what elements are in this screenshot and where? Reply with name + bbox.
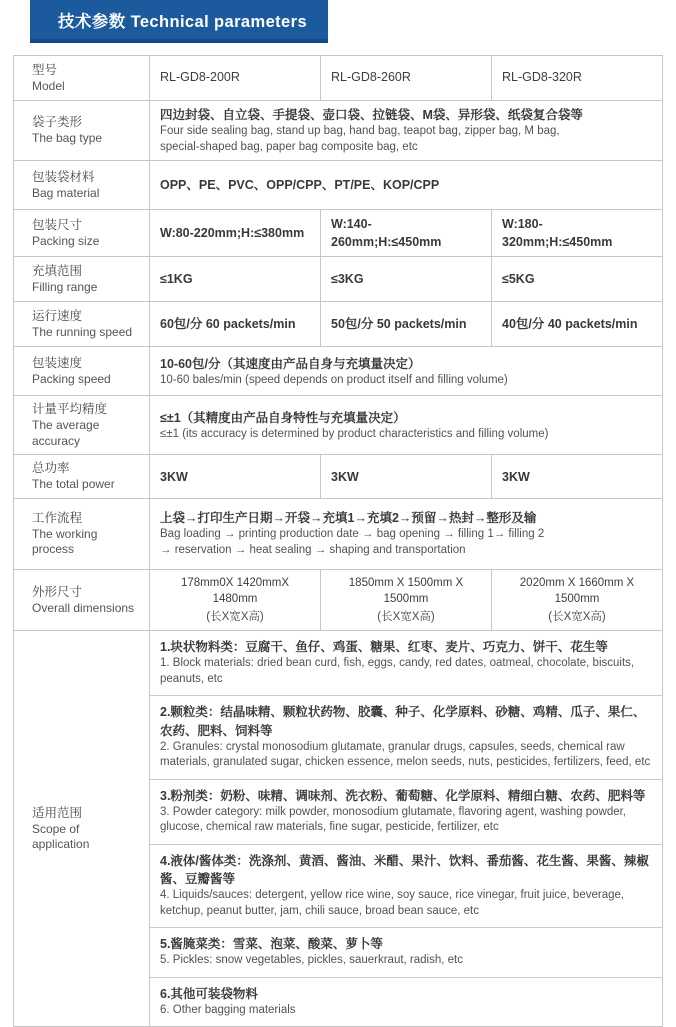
value-cell-total-power-3 bbox=[491, 455, 662, 497]
filling-range-value: ≤1KG bbox=[160, 272, 193, 287]
label-en: Packing size bbox=[32, 233, 100, 248]
model-value: RL-GD8-260R bbox=[331, 70, 411, 85]
scope-item-granules bbox=[150, 696, 662, 779]
table-row-packing-speed bbox=[14, 347, 662, 396]
scope-item-other bbox=[150, 978, 662, 1027]
dimensions-unit-note: (长X宽X高) bbox=[548, 611, 606, 624]
dimensions-unit-note: (长X宽X高) bbox=[377, 611, 435, 624]
value-cell-packing-size-1 bbox=[149, 210, 320, 256]
value-cell-packing-size-3 bbox=[491, 210, 662, 256]
row-label-packing-speed bbox=[14, 347, 149, 395]
scope-item-pickles bbox=[150, 928, 662, 978]
label-en: Scope of application bbox=[32, 821, 90, 852]
table-row-packing-size bbox=[14, 210, 662, 257]
value-cell-dimensions-3 bbox=[491, 570, 662, 630]
table-row-bag-type bbox=[14, 101, 662, 161]
label-en: Overall dimensions bbox=[32, 600, 135, 615]
value-cell-total-power-2 bbox=[320, 455, 491, 497]
label-zh: 外形尺寸 bbox=[32, 584, 83, 599]
total-power-value: 3KW bbox=[502, 469, 530, 484]
scope-item-en: 6. Other bagging materials bbox=[160, 1003, 296, 1016]
label-zh: 运行速度 bbox=[32, 309, 83, 324]
value-en: special-shaped bag, paper bag composite bag, etc bbox=[160, 140, 418, 153]
table-row-working-process bbox=[14, 499, 662, 570]
value-cell-working-process bbox=[149, 499, 662, 569]
value-en: ≤±1 (its accuracy is determined by product characteristics and filling volume) bbox=[160, 427, 549, 440]
label-en: The working process bbox=[32, 526, 98, 557]
table-row-model bbox=[14, 56, 662, 101]
row-label-running-speed bbox=[14, 302, 149, 346]
table-row-bag-material bbox=[14, 161, 662, 210]
section-title-banner bbox=[30, 0, 328, 43]
value-cell-packing-size-2 bbox=[320, 210, 491, 256]
value-cell-running-speed-2 bbox=[320, 302, 491, 346]
value-cell-dimensions-2 bbox=[320, 570, 491, 630]
value-en: → reservation → heat sealing → shaping and transportation bbox=[160, 544, 466, 556]
label-en: The total power bbox=[32, 477, 115, 492]
value-en: Bag loading → printing production date → bag opening → filling 1→ filling 2 bbox=[160, 528, 545, 541]
row-label-bag-material bbox=[14, 161, 149, 209]
label-en: Packing speed bbox=[32, 372, 111, 387]
row-label-overall-dimensions bbox=[14, 570, 149, 630]
dimensions-value: 178mm0X 1420mmX 1480mm bbox=[180, 576, 290, 606]
value-zh: 上袋→打印生产日期→开袋→充填1→充填2→预留→热封→整形及输 bbox=[160, 511, 537, 526]
scope-item-en: 5. Pickles: snow vegetables, pickles, sauerkraut, radish, etc bbox=[160, 954, 463, 967]
label-en: The bag type bbox=[32, 131, 103, 146]
value: OPP、PE、PVC、OPP/CPP、PT/PE、KOP/CPP bbox=[160, 178, 440, 193]
table-row-total-power bbox=[14, 455, 662, 498]
total-power-value: 3KW bbox=[160, 469, 188, 484]
label-zh: 计量平均精度 bbox=[32, 402, 108, 417]
filling-range-value: ≤5KG bbox=[502, 272, 535, 287]
label-zh: 充填范围 bbox=[32, 264, 83, 279]
filling-range-value: ≤3KG bbox=[331, 272, 364, 287]
value-cell-model-1 bbox=[149, 56, 320, 100]
label-en: Filling range bbox=[32, 280, 98, 295]
label-zh: 总功率 bbox=[32, 461, 70, 476]
total-power-value: 3KW bbox=[331, 469, 359, 484]
value-cell-running-speed-1 bbox=[149, 302, 320, 346]
packing-size-value: W:80-220mm;H:≤380mm bbox=[160, 226, 305, 241]
scope-item-zh: 4.液体/酱体类：洗涤剂、黄酒、酱油、米醋、果汁、饮料、番茄酱、花生酱、果酱、辣椒酱、豆瓣酱等 bbox=[160, 853, 649, 886]
scope-item-liquids-sauces bbox=[150, 845, 662, 928]
label-en: The average accuracy bbox=[32, 418, 100, 448]
packing-size-value: W:180-320mm;H:≤450mm bbox=[502, 217, 613, 250]
table-row-average-accuracy bbox=[14, 396, 662, 455]
label-en: The running speed bbox=[32, 325, 133, 340]
scope-item-zh: 5.酱腌菜类：雪菜、泡菜、酸菜、萝卜等 bbox=[160, 937, 383, 952]
row-label-total-power bbox=[14, 455, 149, 497]
value-en: 10-60 bales/min (speed depends on product itself and filling volume) bbox=[160, 373, 508, 386]
value-cell-model-3 bbox=[491, 56, 662, 100]
value-cell-running-speed-3 bbox=[491, 302, 662, 346]
value-zh: ≤±1（其精度由产品自身特性与充填量决定） bbox=[160, 410, 406, 425]
value-cell-model-2 bbox=[320, 56, 491, 100]
label-zh: 型号 bbox=[32, 62, 58, 77]
scope-item-powder bbox=[150, 780, 662, 845]
scope-items-list bbox=[149, 631, 662, 1026]
table-row-overall-dimensions bbox=[14, 570, 662, 631]
row-label-average-accuracy bbox=[14, 396, 149, 454]
value-cell-dimensions-1 bbox=[149, 570, 320, 630]
value-cell-filling-range-3 bbox=[491, 257, 662, 301]
dimensions-value: 1850mm X 1500mm X 1500mm bbox=[348, 576, 464, 606]
value-cell-packing-speed bbox=[149, 347, 662, 395]
label-zh: 适用范围 bbox=[32, 805, 83, 820]
value-cell-average-accuracy bbox=[149, 396, 662, 454]
model-value: RL-GD8-200R bbox=[160, 70, 240, 85]
running-speed-value: 50包/分 50 packets/min bbox=[331, 317, 467, 332]
row-label-bag-type bbox=[14, 101, 149, 160]
row-label-model bbox=[14, 56, 149, 100]
table-row-running-speed bbox=[14, 302, 662, 347]
label-zh: 工作流程 bbox=[32, 510, 83, 525]
technical-parameters-table bbox=[13, 55, 663, 1027]
model-value: RL-GD8-320R bbox=[502, 70, 582, 85]
value-en: Four side sealing bag, stand up bag, hand bag, teapot bag, zipper bag, M bag, bbox=[160, 125, 560, 138]
packing-size-value: W:140-260mm;H:≤450mm bbox=[331, 217, 442, 250]
value-zh: 四边封袋、自立袋、手提袋、壶口袋、拉链袋、M袋、异形袋、纸袋复合袋等 bbox=[160, 108, 583, 122]
label-zh: 包装速度 bbox=[32, 356, 83, 371]
scope-item-en: 3. Powder category: milk powder, monosodium glutamate, flavoring agent, washing powder, glucose, chemical raw materials, fine sugar, pesticide, fertilizer, etc bbox=[160, 805, 627, 834]
value-cell-filling-range-2 bbox=[320, 257, 491, 301]
row-label-filling-range bbox=[14, 257, 149, 301]
value-cell-bag-type bbox=[149, 101, 662, 160]
running-speed-value: 40包/分 40 packets/min bbox=[502, 317, 638, 332]
label-zh: 袋子类形 bbox=[32, 115, 83, 130]
table-row-filling-range bbox=[14, 257, 662, 302]
scope-item-en: 2. Granules: crystal monosodium glutamate, granular drugs, capsules, seeds, chemical raw materials, granulated sugar, chicken essence, melon seeds, nuts, pesticides, fertilizers, feed, etc bbox=[160, 740, 651, 769]
scope-item-zh: 2.颗粒类：结晶味精、颗粒状药物、胶囊、种子、化学原料、砂糖、鸡精、瓜子、果仁、农药、肥料、饲料等 bbox=[160, 705, 646, 738]
scope-item-zh: 1.块状物料类：豆腐干、鱼仔、鸡蛋、糖果、红枣、麦片、巧克力、饼干、花生等 bbox=[160, 640, 608, 655]
section-title: 技术参数 Technical parameters bbox=[58, 12, 308, 31]
scope-item-zh: 6.其他可装袋物料 bbox=[160, 986, 258, 1001]
label-en: Model bbox=[32, 78, 65, 93]
value-zh: 10-60包/分（其速度由产品自身与充填量决定） bbox=[160, 356, 421, 371]
dimensions-unit-note: (长X宽X高) bbox=[206, 611, 264, 624]
label-zh: 包装袋材料 bbox=[32, 169, 95, 184]
scope-item-en: 4. Liquids/sauces: detergent, yellow rice wine, soy sauce, rice vinegar, fruit juice, beverage, ketchup, peanut butter, jam, chili sauce, broad bean sauce, etc bbox=[160, 889, 625, 917]
value-cell-total-power-1 bbox=[149, 455, 320, 497]
scope-item-en: 1. Block materials: dried bean curd, fish, eggs, candy, red dates, oatmeal, chocolate, biscuits, peanuts, etc bbox=[160, 657, 635, 685]
scope-item-zh: 3.粉剂类：奶粉、味精、调味剂、洗衣粉、葡萄糖、化学原料、精细白糖、农药、肥料等 bbox=[160, 788, 646, 803]
row-label-working-process bbox=[14, 499, 149, 569]
scope-item-block-materials bbox=[150, 631, 662, 696]
value-cell-filling-range-1 bbox=[149, 257, 320, 301]
dimensions-value: 2020mm X 1660mm X 1500mm bbox=[519, 576, 635, 606]
running-speed-value: 60包/分 60 packets/min bbox=[160, 317, 296, 332]
row-label-scope bbox=[14, 631, 149, 1026]
row-label-packing-size bbox=[14, 210, 149, 256]
value-cell-bag-material bbox=[149, 161, 662, 209]
label-en: Bag material bbox=[32, 185, 100, 200]
label-zh: 包装尺寸 bbox=[32, 218, 83, 233]
table-row-scope-of-application bbox=[14, 631, 662, 1026]
